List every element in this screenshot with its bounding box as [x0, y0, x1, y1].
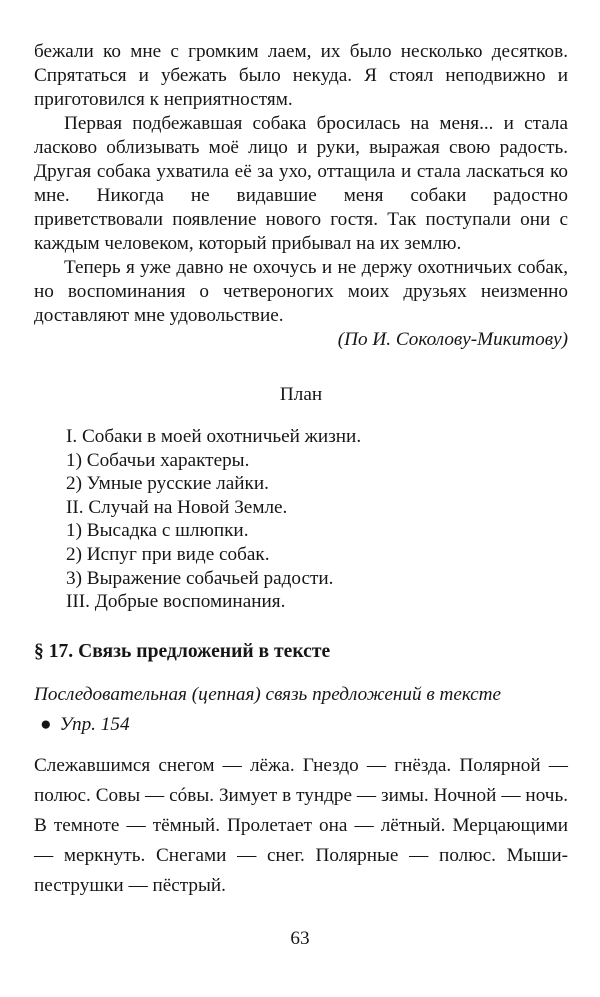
exercise-label: Упр. 154 — [59, 713, 130, 735]
exercise-heading — [40, 713, 568, 737]
plan-list — [34, 425, 568, 614]
plan-item: II. Случай на Новой Земле. — [66, 496, 288, 518]
subheading: Последовательная (цепная) связь предложений в тексте — [34, 683, 501, 705]
bullet-icon: ● — [40, 713, 52, 735]
plan-item: 3) Выражение собачьей радости. — [66, 567, 334, 589]
section-title: § 17. Связь предложений в тексте — [34, 640, 331, 662]
paragraph-2: Первая подбежавшая собака бросилась на меня... и стала ласково облизывать моё лицо и руки, выражая свою радость. Другая собака ухватила её за ухо, оттащила и стала ласкаться ко мне. Никогда не видавшие меня собаки радостно приветствовали появление нового гостя. Так поступали они с каждым человеком, который прибывал на их землю. — [34, 113, 568, 254]
page-content — [34, 40, 568, 901]
paragraph-1: бежали ко мне с громким лаем, их было несколько десятков. Спрятаться и убежать было некуда. Я стоял неподвижно и приготовился к неприятностям. — [34, 41, 568, 110]
plan-item: III. Добрые воспоминания. — [66, 591, 286, 613]
plan-item: 1) Высадка с шлюпки. — [66, 520, 249, 542]
attribution: (По И. Соколову-Микитову) — [337, 329, 568, 350]
plan-item: 1) Собачьи характеры. — [66, 449, 250, 471]
plan-title: План — [279, 384, 323, 405]
page-number: 63 — [290, 928, 310, 949]
paragraph-3: Теперь я уже давно не охочусь и не держу охотничьих собак, но воспоминания о четвероногих моих друзьях неизменно доставляют мне удовольствие. — [34, 257, 568, 326]
plan-item: 2) Умные русские лайки. — [66, 473, 269, 495]
plan-item: I. Собаки в моей охотничьей жизни. — [66, 426, 362, 447]
plan-item: 2) Испуг при виде собак. — [66, 543, 270, 565]
exercise-text: Слежавшимся снегом — лёжа. Гнездо — гнёзда. Полярной — полюс. Совы — сóвы. Зимует в тундре — зимы. Ночной — ночь. В темноте — тёмный. Пролетает она — лётный. Мерцающими — меркнуть. Снегами — снег. Полярные — полюс. Мыши-пеструшки — пёстрый. — [34, 754, 568, 896]
